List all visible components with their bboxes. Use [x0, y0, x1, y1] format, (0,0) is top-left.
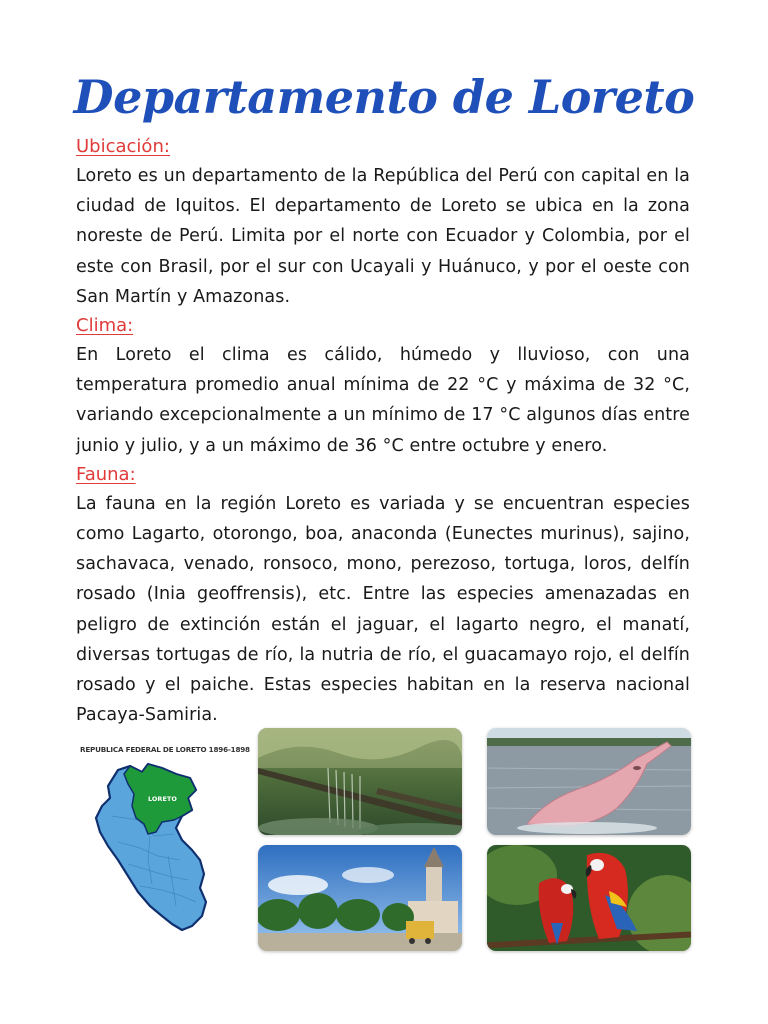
- red-macaws-image: [487, 845, 691, 951]
- peru-map-icon: [78, 756, 253, 942]
- section-fauna: [76, 461, 690, 731]
- iquitos-plaza-image: [258, 845, 462, 951]
- pink-river-dolphin-photo: [487, 728, 691, 835]
- section-paragraph: En Loreto el clima es cálido, húmedo y lluvioso, con una temperatura promedio anual mínima de 22 °C y máxima de 32 °C, variando excepcionalmente a un mínimo de 17 °C algunos días entre junio y julio, y a un máximo de 36 °C entre octubre y enero.: [76, 345, 690, 456]
- page-title: Departamento de Loreto: [73, 70, 695, 124]
- peru-map-figure: [78, 742, 253, 942]
- section-paragraph: Loreto es un departamento de la República del Perú con capital en la ciudad de Iquitos. El departamento de Loreto se ubica en la zona noreste de Perú. Limita por el norte con Ecuador y Colombia, por el este con Brasil, por el sur con Ucayali y Huánuco, y por el oeste con San Martín y Amazonas.: [76, 166, 690, 307]
- section-ubicacion: [76, 133, 690, 312]
- section-clima: [76, 312, 690, 461]
- section-paragraph: La fauna en la región Loreto es variada y se encuentran especies como Lagarto, otorongo, boa, anaconda (Eunectes murinus), sajino, sachavaca, venado, ronsoco, mono, perezoso, tortuga, loros, delfín rosado (Inia geoffrensis), etc. Entre las especies amenazadas en peligro de extinción están el jaguar, el lagarto negro, el manatí, diversas tortugas de río, la nutria de río, el guacamayo rojo, el delfín rosado y el paiche. Estas especies habitan en la reserva nacional Pacaya-Samiria.: [76, 493, 690, 726]
- pink-dolphin-image: [487, 728, 691, 835]
- jungle-waterfall-photo: [258, 728, 462, 835]
- red-macaws-photo: [487, 845, 691, 951]
- section-heading: Ubicación:: [76, 136, 170, 157]
- map-caption: REPUBLICA FEDERAL DE LORETO 1896-1898: [80, 745, 250, 754]
- jungle-waterfall-image: [258, 728, 462, 835]
- section-heading: Clima:: [76, 315, 134, 337]
- loreto-label: LORETO: [148, 795, 177, 803]
- section-heading: Fauna:: [76, 463, 136, 485]
- iquitos-plaza-photo: [258, 845, 462, 951]
- content-body: [76, 133, 690, 730]
